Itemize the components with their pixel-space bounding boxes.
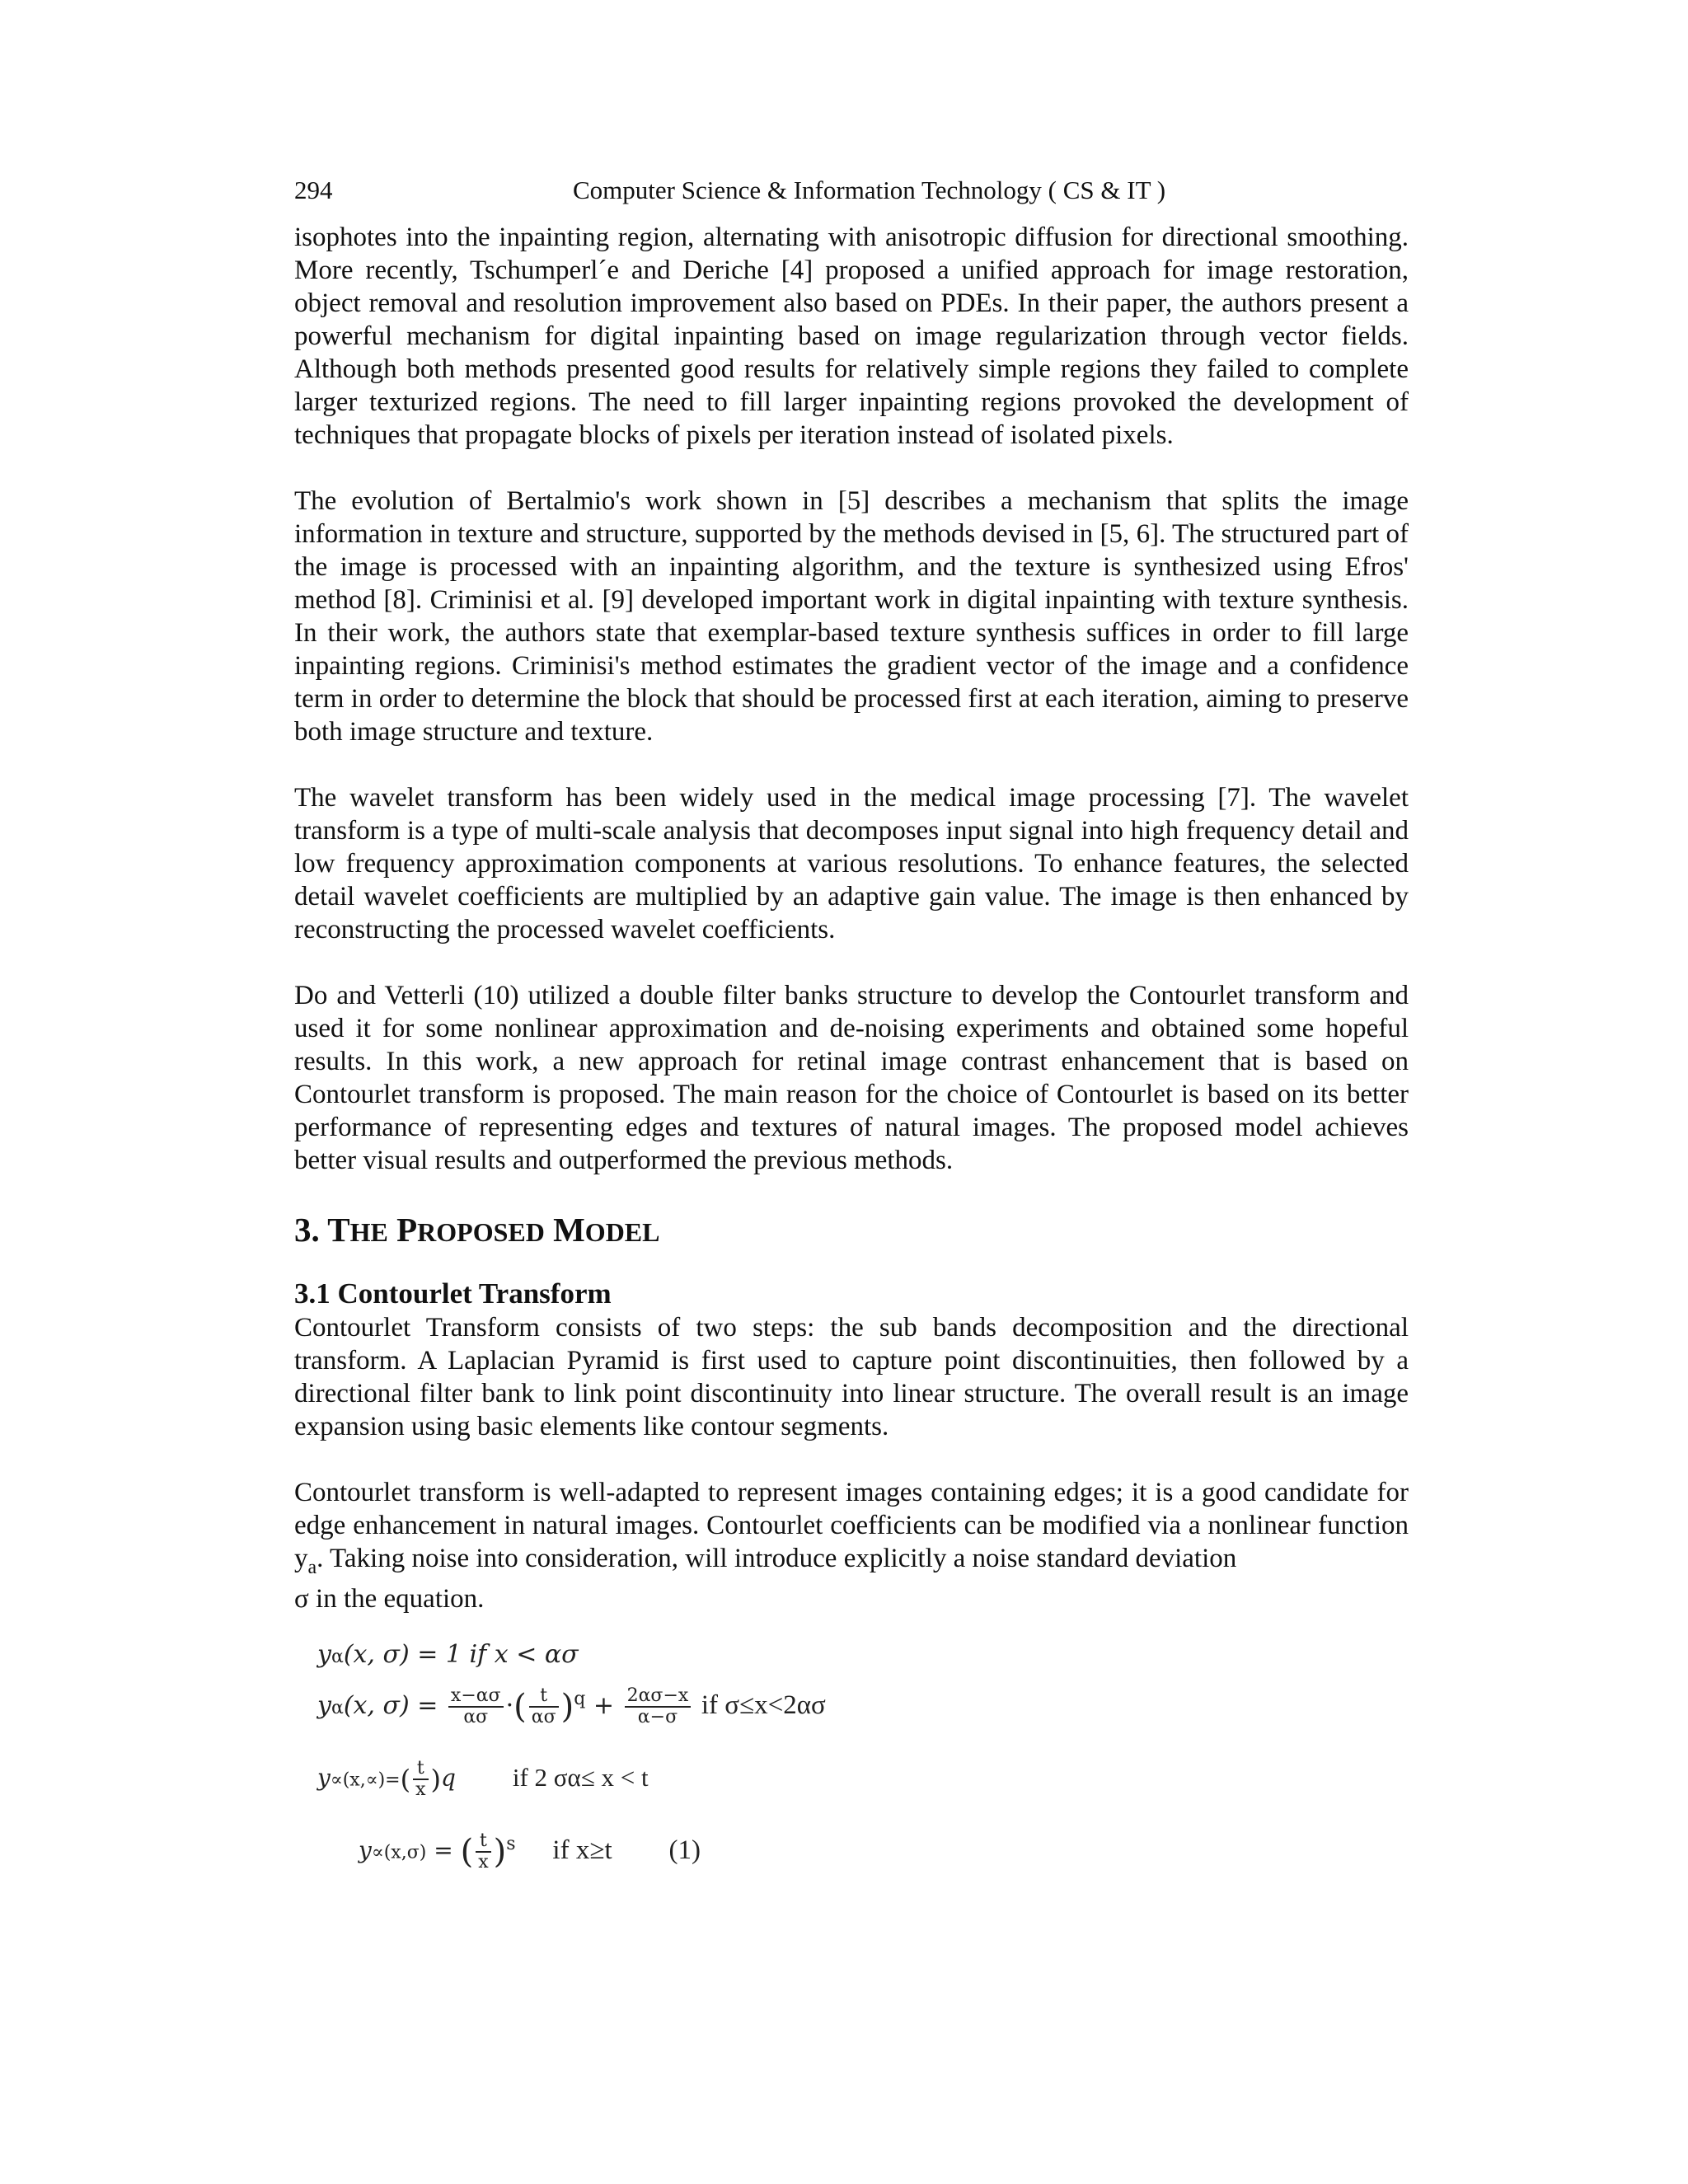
fraction: $\frac{t}{x}$ [476, 1831, 490, 1872]
subsection-heading: 3.1 Contourlet Transform [294, 1277, 612, 1310]
equation-line-3: y∝(x,∝)=( $\frac{t}{x}$ )q if 2 σα≤ x < t [317, 1758, 649, 1800]
equation-line-4: y∝(x,σ) = ( $\frac{t}{x}$ )$^s$ if x≥t (1) [359, 1830, 701, 1872]
section-heading: 3. THE PROPOSED MODEL [294, 1211, 660, 1249]
paragraph: Contourlet transform is well-adapted to represent images containing edges; it is a good candidate for edge enhancement in natural images. Contourlet coefficients can be modified via a nonlinear function $y_a$. Taking noise into consideration, will introduce explicitly a noise standard deviation [294, 1478, 1409, 1578]
fraction: $\frac{t}{\alpha\sigma}$ [529, 1686, 559, 1727]
journal-title: Computer Science & Information Technology ( CS & IT ) [573, 176, 1166, 204]
equation-line-1: yα(x, σ) = 1 if x < ασ [317, 1640, 579, 1669]
equation-number: (1) [668, 1835, 701, 1865]
paragraph: Do and Vetterli (10) utilized a double filter banks structure to develop the Contourlet transform and used it for some nonlinear approximation and de-noising experiments and obtained some hopeful results. In this work, a new approach for retinal image contrast enhancement that is based on Contourlet transform is proposed. The main reason for the choice of Contourlet is based on its better performance of representing edges and textures of natural images. The proposed model achieves better visual results and outperformed the previous methods. [294, 981, 1409, 1175]
equation-line-2: yα(x, σ) = $\frac{x-\alpha\sigma}{\alpha\sigma}$ ·( $\frac{t}{\alpha\sigma}$ )$^q$ + $\frac{2\alpha\sigma-x}{\alpha-\sigma}$ if σ≤x<2ασ [317, 1685, 826, 1727]
body-text [294, 221, 1409, 1905]
paragraph: Contourlet Transform consists of two steps: the sub bands decomposition and the directional transform. A Laplacian Pyramid is first used to capture point discontinuities, then followed by a directional filter bank to link point discontinuity into linear structure. The overall result is an image expansion using basic elements like contour segments. [294, 1313, 1409, 1441]
paragraph: The wavelet transform has been widely used in the medical image processing [7]. The wavelet transform is a type of multi-scale analysis that decomposes input signal into high frequency detail and low frequency approximation components at various resolutions. To enhance features, the selected detail wavelet coefficients are multiplied by an adaptive gain value. The image is then enhanced by reconstructing the processed wavelet coefficients. [294, 783, 1409, 944]
fraction: $\frac{2\alpha\sigma-x}{\alpha-\sigma}$ [625, 1686, 692, 1727]
paragraph: isophotes into the inpainting region, alternating with anisotropic diffusion for directional smoothing. More recently, Tschumperl´e and Deriche [4] proposed a unified approach for image restoration, object removal and resolution improvement also based on PDEs. In their paper, the authors present a powerful mechanism for digital inpainting based on image regularization through vector fields. Although both methods presented good results for relatively simple regions they failed to complete larger texturized regions. The need to fill larger inpainting regions provoked the development of techniques that propagate blocks of pixels per iteration instead of isolated pixels. [294, 223, 1409, 450]
paragraph: The evolution of Bertalmio's work shown in [5] describes a mechanism that splits the image information in texture and structure, supported by the methods devised in [5, 6]. The structured part of the image is processed with an inpainting algorithm, and the texture is synthesized using Efros' method [8]. Criminisi et al. [9] developed important work in digital inpainting with texture synthesis. In their work, the authors state that exemplar-based texture synthesis suffices in order to fill large inpainting regions. Criminisi's method estimates the gradient vector of the image and a confidence term in order to determine the block that should be processed first at each iteration, aiming to preserve both image structure and texture. [294, 486, 1409, 747]
section-number: 3. [294, 1211, 320, 1249]
equation-block [294, 1633, 1409, 1905]
paragraph: σ in the equation. [294, 1584, 485, 1614]
page-number: 294 [294, 176, 333, 204]
fraction: $\frac{x-\alpha\sigma}{\alpha\sigma}$ [448, 1686, 504, 1727]
fraction: $\frac{t}{x}$ [413, 1759, 428, 1800]
